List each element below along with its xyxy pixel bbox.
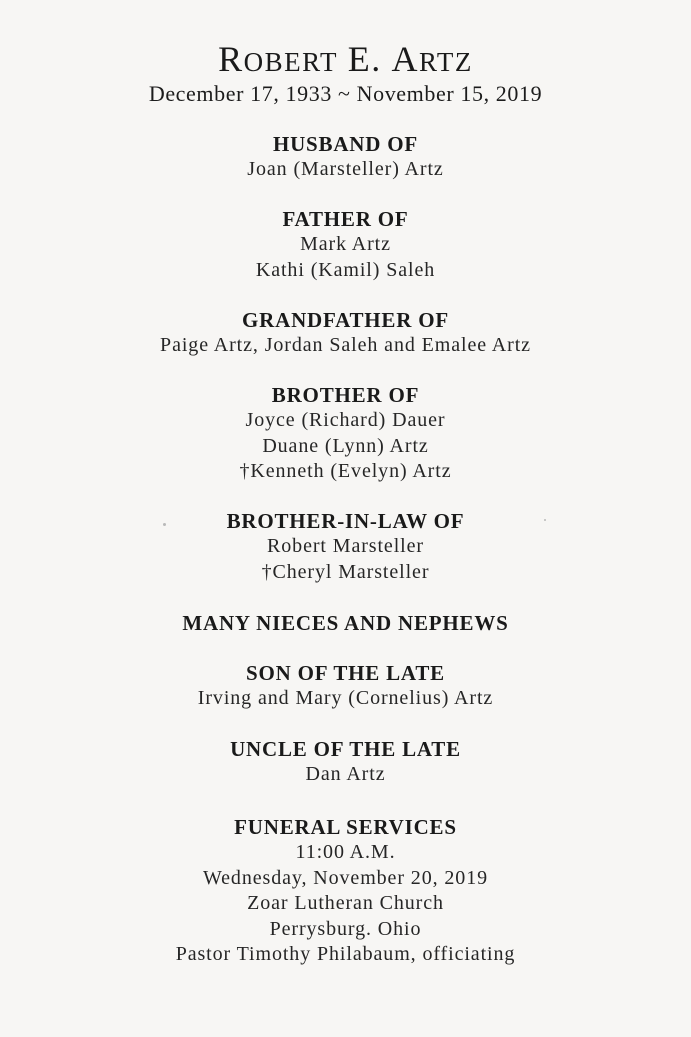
- section-heading: UNCLE OF THE LATE: [230, 737, 461, 761]
- section-grandfather-of: [0, 307, 691, 359]
- section-heading: SON OF THE LATE: [246, 661, 445, 685]
- section-line: Pastor Timothy Philabaum, officiating: [175, 943, 516, 965]
- section-nieces-nephews: [0, 610, 691, 636]
- section-line: Joyce (Richard) Dauer: [245, 409, 446, 431]
- section-line: Zoar Lutheran Church: [247, 892, 444, 914]
- section-heading: MANY NIECES AND NEPHEWS: [182, 611, 509, 635]
- section-line: Kathi (Kamil) Saleh: [255, 258, 436, 281]
- section-brother-in-law-of: [0, 508, 691, 585]
- section-line: Perrysburg. Ohio: [269, 917, 422, 940]
- section-heading: HUSBAND OF: [272, 132, 419, 156]
- section-line: †Kenneth (Evelyn) Artz: [239, 460, 452, 482]
- scan-speck: [544, 519, 546, 521]
- section-husband-of: [0, 131, 691, 183]
- name-first-rest: OBERT: [243, 47, 339, 77]
- section-heading: BROTHER-IN-LAW OF: [226, 509, 465, 533]
- section-heading: BROTHER OF: [271, 383, 420, 407]
- section-heading: FUNERAL SERVICES: [234, 815, 457, 839]
- section-line: Mark Artz: [300, 233, 391, 255]
- section-line: Joan (Marsteller) Artz: [247, 158, 444, 180]
- scan-speck: [163, 523, 166, 526]
- section-father-of: [0, 206, 691, 283]
- section-line: 11:00 A.M.: [295, 841, 396, 863]
- section-line: Paige Artz, Jordan Saleh and Emalee Artz: [160, 334, 531, 356]
- section-funeral-services: [0, 814, 691, 968]
- section-line: Irving and Mary (Cornelius) Artz: [197, 687, 494, 709]
- section-line: Duane (Lynn) Artz: [262, 434, 429, 457]
- deceased-name: [0, 40, 691, 81]
- name-first-initial: R: [218, 39, 244, 79]
- section-uncle-of-the-late: [0, 736, 691, 788]
- name-last-initial: A: [391, 39, 420, 79]
- section-line: Dan Artz: [305, 763, 386, 785]
- name-middle-initial: E.: [347, 39, 382, 79]
- section-line: Wednesday, November 20, 2019: [202, 866, 488, 889]
- section-line: Robert Marsteller: [267, 535, 424, 557]
- life-dates: December 17, 1933 ~ November 15, 2019: [148, 81, 543, 106]
- section-heading: GRANDFATHER OF: [242, 308, 449, 332]
- section-heading: FATHER OF: [282, 207, 409, 231]
- name-last-rest: RTZ: [419, 47, 473, 77]
- section-son-of-the-late: [0, 660, 691, 712]
- section-line: †Cheryl Marsteller: [261, 560, 430, 583]
- section-brother-of: [0, 382, 691, 485]
